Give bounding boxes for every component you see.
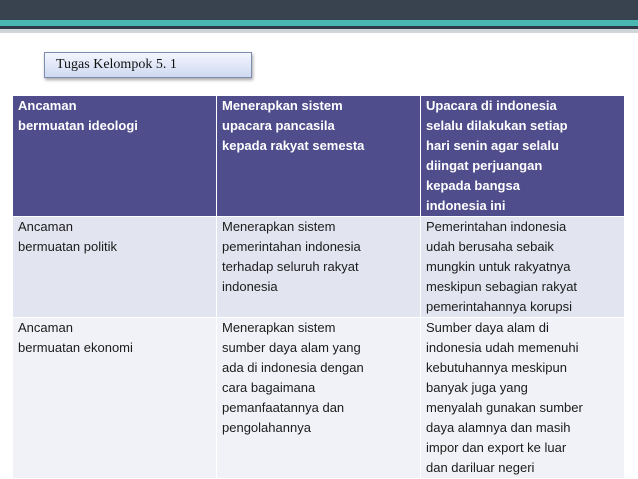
shadow-stripe [0,29,638,33]
table-cell [421,96,625,217]
table-cell [13,217,217,318]
cell-text: Menerapkan sistem pemerintahan indonesia terhadap seluruh rakyat indonesia [222,219,361,294]
cell-text: Upacara di indonesia selalu dilakukan setiap hari senin agar selalu diingat perjuangan kepada bangsa indonesia ini [426,98,568,213]
table-row [13,217,625,318]
table-row [13,318,625,479]
table-cell [217,217,421,318]
cell-text: Pemerintahan indonesia udah berusaha sebaik mungkin untuk rakyatnya meskipun sebagian rakyat pemerintahannya korupsi [426,219,578,314]
table-cell [421,318,625,479]
content-table [12,95,625,479]
cell-text: Sumber daya alam di indonesia udah memenuhi kebutuhannya meskipun banyak juga yang menyalah gunakan sumber daya alamnya dan masih impor dan export ke luar dan dariluar negeri [426,320,583,475]
cell-text: Menerapkan sistem sumber daya alam yang ada di indonesia dengan cara bagaimana pemanfaatannya dan pengolahannya [222,320,364,435]
top-bar [0,0,638,20]
table-cell [421,217,625,318]
slide-title: Tugas Kelompok 5. 1 [44,52,252,78]
table-cell [217,318,421,479]
cell-text: Ancaman bermuatan politik [18,219,117,254]
table-cell [13,96,217,217]
table-row [13,96,625,217]
table-cell [217,96,421,217]
cell-text: Ancaman bermuatan ideologi [18,98,138,133]
cell-text: Menerapkan sistem upacara pancasila kepada rakyat semesta [222,98,365,153]
cell-text: Ancaman bermuatan ekonomi [18,320,133,355]
table-cell [13,318,217,479]
